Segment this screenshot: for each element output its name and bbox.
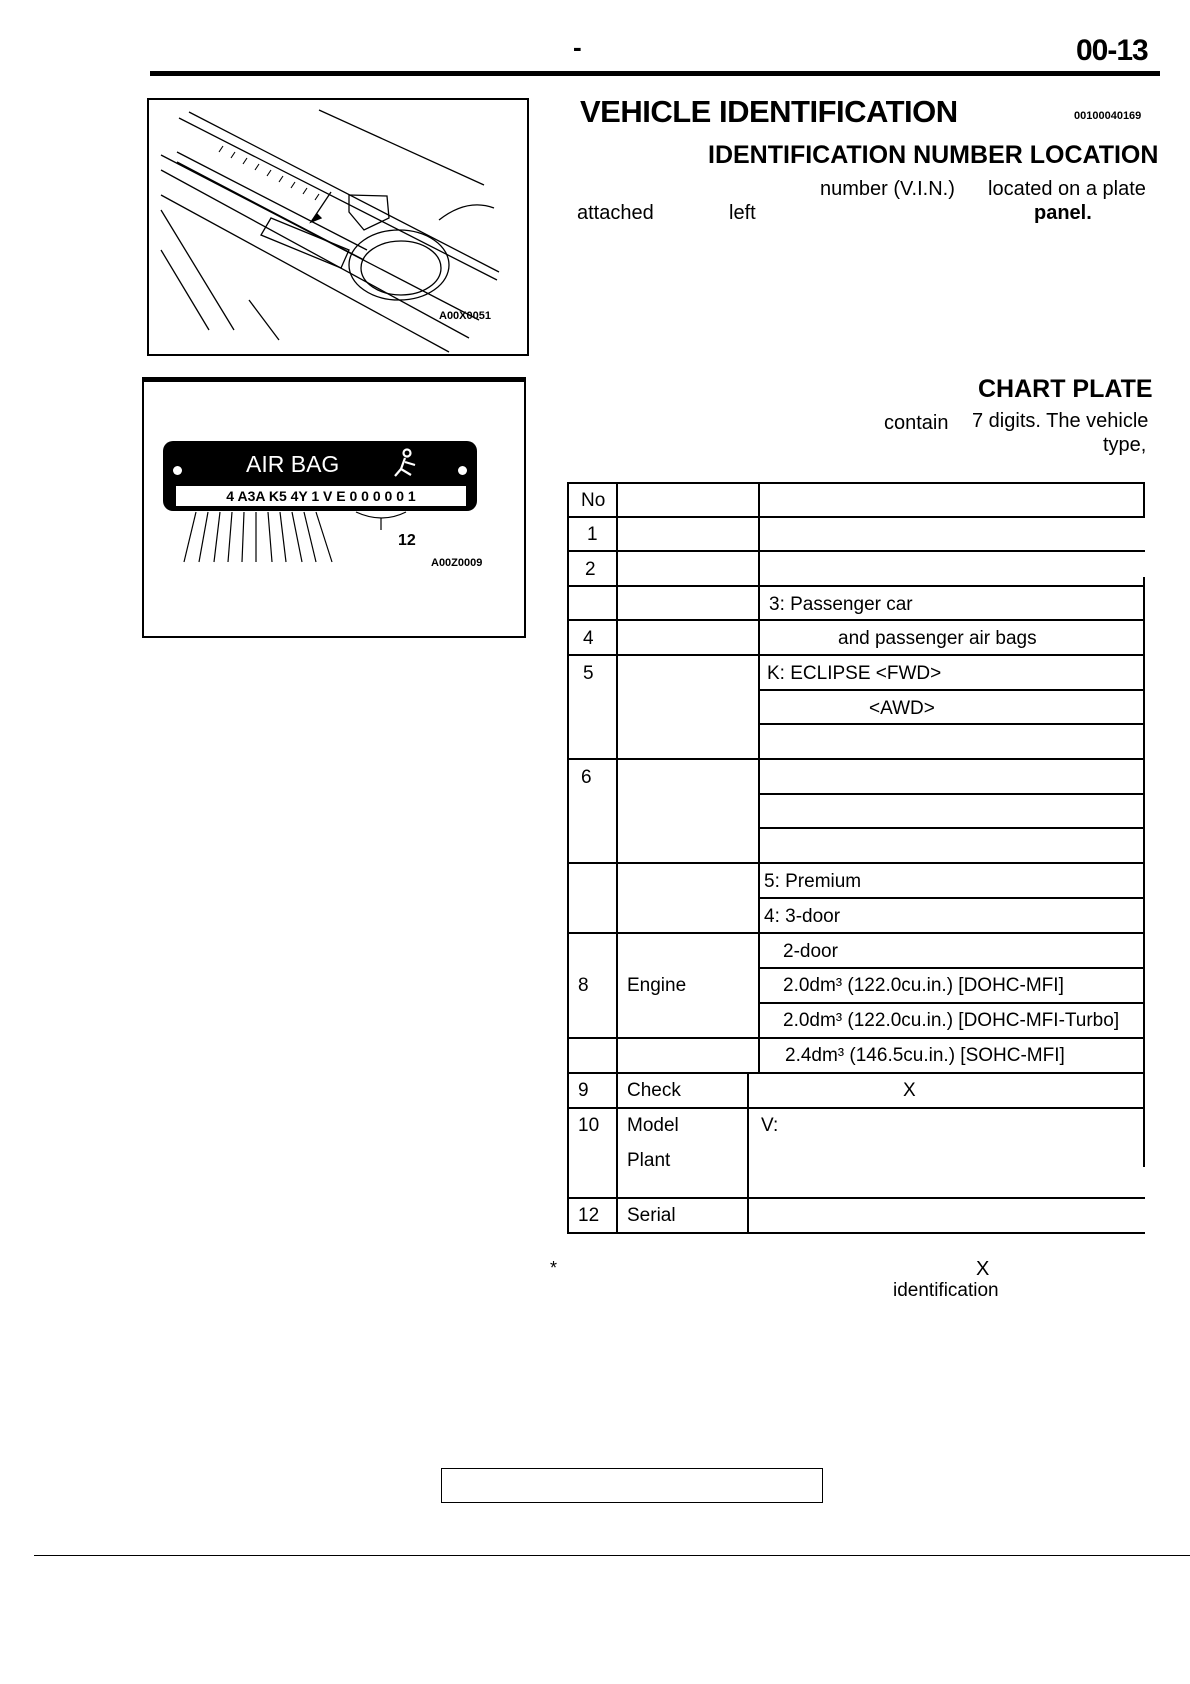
table-rule [567, 1037, 1145, 1039]
table-rule [567, 862, 1145, 864]
table-rule [567, 932, 1145, 934]
table-cell-no: 5 [583, 663, 594, 684]
text-fragment: attached [577, 202, 654, 224]
text-fragment: panel. [1034, 202, 1092, 224]
table-cell-no: 9 [578, 1080, 589, 1101]
table-cell-value: 4: 3-door [764, 906, 841, 927]
footer-box [441, 1468, 823, 1503]
table-rule [758, 897, 1143, 899]
table-cell-item: Engine [627, 975, 687, 996]
header-dash: - [573, 32, 582, 62]
figure-code: A00X0051 [439, 310, 491, 322]
table-cell-no: 6 [581, 767, 592, 788]
air-bag-label: AIR BAG [246, 451, 340, 477]
vin-location-title: IDENTIFICATION NUMBER LOCATION [708, 141, 1159, 169]
text-fragment: left [729, 202, 756, 224]
table-cell-value: and passenger air bags [838, 628, 1037, 649]
table-rule [567, 482, 1145, 484]
section-title: VEHICLE IDENTIFICATION [580, 94, 958, 129]
table-cell-value: 2.0dm³ (122.0cu.in.) [DOHC-MFI] [783, 975, 1064, 996]
table-rule [567, 1232, 1145, 1234]
table-rule [616, 482, 618, 1234]
footnote-fragment: X [976, 1258, 990, 1280]
table-cell-item: Serial [627, 1205, 676, 1226]
table-cell-item: Check [627, 1080, 681, 1101]
table-cell-item: Plant [627, 1150, 671, 1171]
table-rule [567, 585, 1145, 587]
document-code: 00100040169 [1074, 110, 1142, 122]
table-cell-value: 5: Premium [764, 871, 862, 892]
table-cell-no: 4 [583, 628, 594, 649]
table-rule [567, 1197, 1145, 1199]
table-rule [567, 758, 1145, 760]
vin-plate-location-figure [147, 98, 529, 356]
rivet-hole [458, 466, 467, 475]
rivet-hole [173, 466, 182, 475]
table-rule [567, 654, 1145, 656]
footnote-fragment: identification [893, 1280, 999, 1301]
table-cell-value: X [903, 1080, 916, 1101]
table-cell-value: 3: Passenger car [769, 594, 913, 615]
table-rule [567, 516, 1145, 518]
table-cell-no: 1 [587, 524, 598, 545]
table-rule [758, 482, 760, 1072]
page-number: 00-13 [1076, 34, 1148, 67]
callout-12: 12 [398, 532, 416, 549]
table-cell-item: Model [627, 1115, 679, 1136]
table-rule [758, 689, 1143, 691]
text-fragment: located on a plate [988, 178, 1146, 200]
table-rule [758, 827, 1143, 829]
table-rule [758, 793, 1143, 795]
table-rule [1143, 482, 1145, 516]
table-cell-value: V: [761, 1115, 779, 1136]
text-fragment: number (V.I.N.) [820, 178, 955, 200]
table-cell-value: K: ECLIPSE <FWD> [767, 663, 942, 684]
table-header-no: No [581, 490, 606, 511]
table-rule [567, 619, 1145, 621]
table-cell-no: 12 [578, 1205, 600, 1226]
vin-plate-figure [142, 377, 526, 638]
table-cell-no: 8 [578, 975, 589, 996]
table-cell-value: 2.0dm³ (122.0cu.in.) [DOHC-MFI-Turbo] [783, 1010, 1120, 1031]
footer-rule [34, 1555, 1190, 1556]
table-rule [1143, 577, 1145, 1167]
text-fragment: contain [884, 412, 949, 434]
table-rule [567, 1107, 1145, 1109]
airbag-icon [391, 447, 421, 479]
vin-plate [163, 441, 477, 511]
table-cell-value: 2.4dm³ (146.5cu.in.) [SOHC-MFI] [785, 1045, 1065, 1066]
plate-vin-number: 4 A3A K5 4Y 1 V E 0 0 0 0 0 1 [175, 485, 467, 507]
table-rule [747, 1072, 749, 1234]
table-cell-no: 2 [585, 559, 596, 580]
vin-chart-table [567, 482, 1145, 1234]
text-fragment: 7 digits. The vehicle [972, 410, 1149, 432]
text-fragment: type, [1103, 434, 1147, 456]
footnote-marker: * [550, 1258, 558, 1278]
table-cell-value: <AWD> [869, 698, 935, 719]
figure-code: A00Z0009 [431, 557, 483, 569]
table-rule [758, 1002, 1143, 1004]
table-rule [758, 967, 1143, 969]
table-rule [567, 550, 1145, 552]
table-cell-value: 2-door [783, 941, 838, 962]
table-rule [567, 1072, 1145, 1074]
chart-plate-title: CHART PLATE [978, 375, 1153, 403]
table-cell-no: 10 [578, 1115, 600, 1136]
table-rule [567, 482, 569, 1234]
table-rule [758, 723, 1143, 725]
header-rule [150, 71, 1160, 76]
